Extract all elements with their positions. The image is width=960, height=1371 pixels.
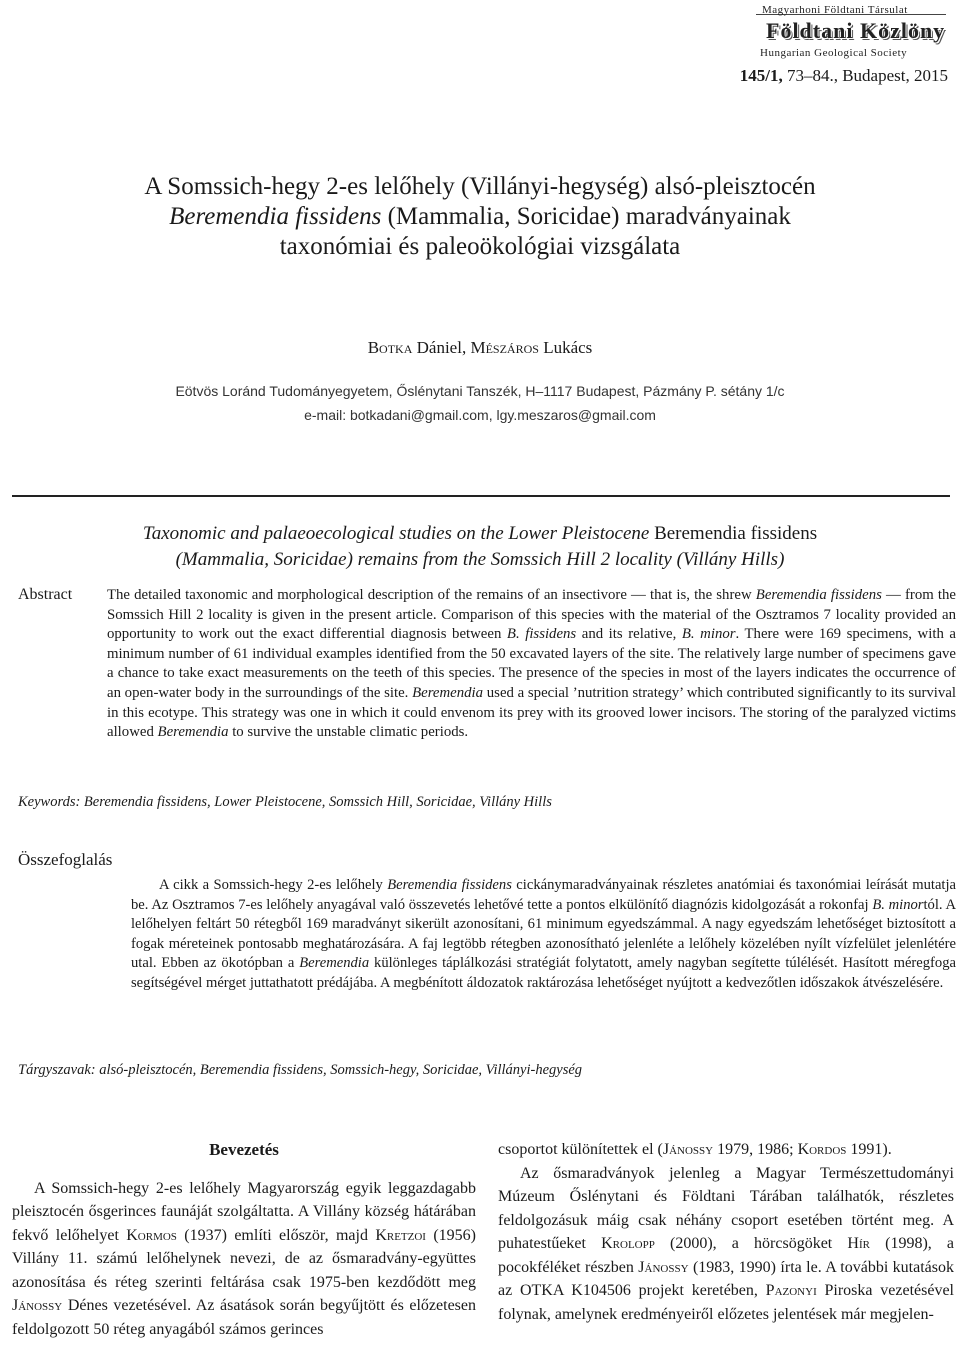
col2-p2-seg-3: (1998), a pocokféléket részben (498, 1235, 955, 1276)
col2-author-janossy-2: Jánossy (638, 1258, 689, 1276)
english-title (0, 521, 960, 573)
summary-text (131, 876, 956, 994)
abstract-seg-6: to survive the unstable climatic periods. (228, 724, 469, 741)
horizontal-rule (12, 495, 950, 497)
logo-line-3: Hungarian Geological Society (760, 47, 908, 59)
english-title-line-1 (0, 521, 960, 547)
col2-p2-seg-1: Az ősmaradványok jelenleg a Magyar Természettudományi Múzeum Őslénytani és Földtani Tárában találhatók, részletes feldolgozásuk máig csak néhány csoport esetében történt meg. A puhatestűeket (498, 1164, 954, 1252)
intro-author-janossy: Jánossy (12, 1297, 63, 1314)
affiliation-email[interactable]: e-mail: botkadani@gmail.com, lgy.meszaros@gmail.com (304, 407, 656, 423)
col2-seg-2: 1979, 1986; (713, 1141, 798, 1158)
section-heading-bevezetes: Bevezetés (209, 1140, 279, 1159)
intro-seg-4: Dénes vezetésével. Az ásatások során begyűjtött és előzetesen feldolgozott 50 réteg anyagából számos gerinces (12, 1297, 476, 1338)
citation (740, 66, 948, 86)
abstract-italic-5: Beremendia (157, 724, 229, 741)
author-1-given: Dániel, (412, 338, 471, 357)
abstract-italic-3: B. minor (681, 626, 736, 643)
title-line-2-rest: (Mammalia, Soricidae) maradványainak (381, 203, 791, 230)
abstract-text (107, 586, 956, 743)
abstract-italic-4: Beremendia (412, 684, 484, 701)
english-title-line-1-italic: Taxonomic and palaeoecological studies on the Lower Pleistocene (142, 523, 655, 544)
abstract-seg-3: and its relative, (576, 626, 682, 643)
column-right (498, 1138, 954, 1326)
abstract-seg-1: The detailed taxonomic and morphological description of the remains of an insectivore — that is, the shrew (107, 587, 756, 603)
summary-label: Összefoglalás (18, 850, 113, 869)
affiliation-address: Eötvös Loránd Tudományegyetem, Őslénytani Tanszék, H–1117 Budapest, Pázmány P. sétány 1/c (175, 383, 785, 399)
citation-volume: 145/1, (739, 66, 783, 85)
intro-seg-3: (1956) Villány 11. számú lelőhelynek nevezi, de az ősmaradvány-együttes azonosítása és réteg szerinti feltárása csak 1975-ben kezdődött meg (12, 1226, 476, 1291)
author-2-given: Lukács (538, 338, 593, 357)
summary-seg-2: cickánymaradványainak részletes anatómiai és taxonómiai leírását mutatja be. Az Osztramos 7-es lelőhely anyagával való összevetés lehetővé tette a pontos elkülönítő diagnózis kidolgozását a rokonfaj (131, 877, 957, 913)
summary-italic-3: Beremendia (299, 955, 370, 972)
summary-italic-1: Beremendia fissidens (387, 877, 512, 893)
intro-paragraph-2 (498, 1162, 954, 1327)
abstract-seg-5: used a special ’nutrition strategy’ which contributed significantly to its survival in this ecotype. This strategy was one in which it could envenom its prey with its grooved lower incisors. The storing of the paralyzed victims allowed (107, 684, 956, 741)
title-line-3: taxonómiai és paleoökológiai vizsgálata (279, 233, 681, 260)
author-1-surname: Botka (367, 338, 413, 357)
col2-author-pazonyi: Pazonyi (765, 1282, 817, 1299)
logo-line-2: Földtani Közlöny (766, 18, 946, 43)
logo-line-1: Magyarhoni Földtani Társulat (762, 4, 908, 16)
intro-seg-1: A Somssich-hegy 2-es lelőhely Magyarország egyik leggazdagabb pleisztocén ősgerinces faunáját szolgáltatta. A Villány község hátárában fekvő lelőhelyet (12, 1179, 476, 1244)
intro-paragraph-1 (12, 1177, 476, 1342)
intro-author-kretzoi: Kretzoi (375, 1226, 426, 1244)
summary-seg-1: A cikk a Somssich-hegy 2-es lelőhely (159, 877, 388, 893)
abstract-seg-2: — from the Somssich Hill 2 locality is given in the present article. Comparison of this species with the material of the Osztramos 7 locality provided an opportunity to work out the exact differential diagnosis between (107, 587, 956, 643)
title-line-2 (0, 202, 960, 232)
abstract-italic-1: Beremendia fissidens (755, 587, 882, 603)
summary-seg-3: tól. A lelőhelyen feltárt 50 rétegből 169 maradványt sikerült azonosítani, 61 minimum egyedszámmal. A nagy egyedszám lehetőséget biztosított a fogak méreteinek pontosabb meghatározására. A faj legtöbb rétegben azonosítható jelenléte a lelőhely közelében nyílt vízfelület jelenlétére utal. Ebben az ökotópban a (131, 896, 956, 972)
english-title-line-2-italic: (Mammalia, Soricidae) remains from the Somssich Hill 2 locality (Villány Hills) (175, 549, 785, 570)
abstract-label: Abstract (18, 586, 73, 603)
col2-author-kordos: Kordos (797, 1141, 847, 1158)
keywords: Keywords: Beremendia fissidens, Lower Pleistocene, Somssich Hill, Soricidae, Villány Hills (18, 794, 552, 810)
abstract-italic-2: B. fissidens (506, 626, 577, 643)
col2-author-hir: Hír (847, 1235, 870, 1252)
authors (0, 338, 960, 358)
hungarian-keywords: Tárgyszavak: alsó-pleisztocén, Beremendia fissidens, Somssich-hegy, Soricidae, Villányi-hegység (18, 1062, 583, 1078)
col2-seg-3: 1991). (846, 1141, 892, 1158)
col2-author-janossy: Jánossy (662, 1141, 714, 1158)
author-2-surname: Mészáros (470, 338, 539, 357)
intro-paragraph-continued (498, 1138, 954, 1162)
paper-title (0, 172, 960, 262)
english-title-species: Beremendia fissidens (654, 523, 818, 544)
col2-p2-seg-4: (1983, 1990) írta le. A további kutatások az OTKA K104506 projekt keretében, (498, 1258, 955, 1299)
title-line-1: A Somssich-hegy 2-es lelőhely (Villányi-hegység) alsó-pleisztocén (144, 173, 816, 200)
col2-p2-seg-5: Piroska vezetésével folynak, amelynek eredményeiről előzetes jelentések már megjelen- (498, 1282, 955, 1323)
col2-seg-1: csoportot különítettek el ( (498, 1141, 663, 1158)
journal-logo (752, 4, 950, 64)
summary-italic-2: B. minor (872, 896, 924, 913)
english-title-line-2 (0, 547, 960, 573)
col2-p2-seg-2: (2000), a hörcsögöket (654, 1235, 848, 1252)
title-species: Beremendia fissidens (169, 203, 382, 230)
intro-author-kormos: Kormos (126, 1226, 177, 1244)
citation-rest: 73–84., Budapest, 2015 (782, 66, 948, 85)
col2-author-krolopp: Krolopp (601, 1235, 655, 1252)
abstract-seg-4: . There were 169 specimens, with a minimum number of 61 individual examples identified from the 50 excavated layers of the site. The relatively large number of specimens gave a chance to take exact measurements on the teeth of this species. The presence of the species in most of the layers indicates the occurrence of an open-water body in the surroundings of the site. (107, 626, 956, 701)
column-left (12, 1138, 476, 1341)
affiliation (0, 379, 960, 427)
summary-seg-4: különleges táplálkozási stratégiát folytatott, amely nagyban segítette túlélését. Hasított méregfoga segítségével mérget juttathatott prédájába. A megbénított áldozatok raktározása lehetőséget nyújtott a kedvezőtlen időszakok átvészelésére. (131, 955, 956, 991)
intro-seg-2: (1937) említi először, majd (176, 1226, 376, 1244)
